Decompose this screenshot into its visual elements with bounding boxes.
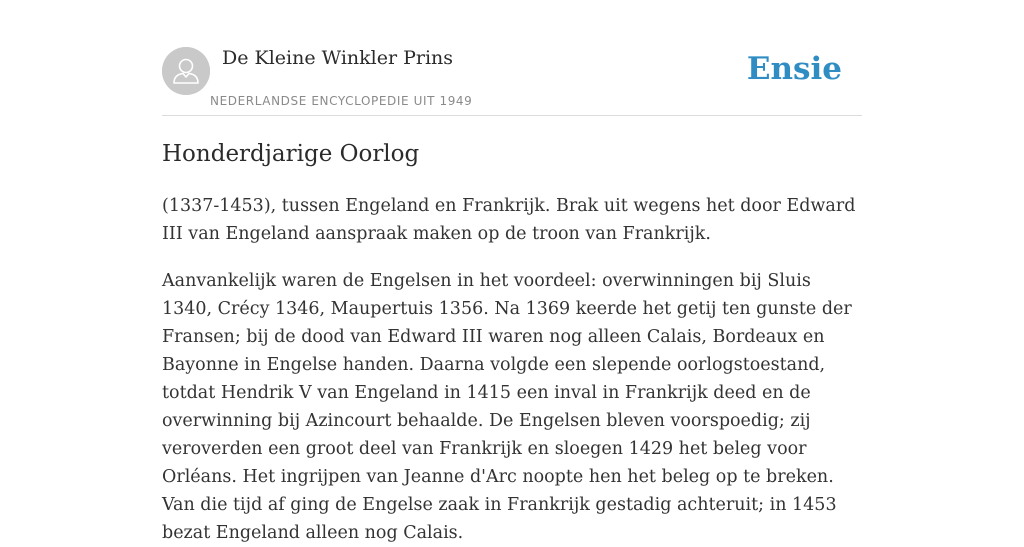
article-paragraph-2: Aanvankelijk waren de Engelsen in het voordeel: overwinningen bij Sluis 1340, Crécy 1346, Maupertuis 1356. Na 1369 keerde het getij ten gunste der Fransen; bij de dood van Edward III waren nog alleen Calais, Bordeaux en Bayonne in Engelse handen. Daarna volgde een slepende oorlogstoestand, totdat Hendrik V van Engeland in 1415 een inval in Frankrijk deed en de overwinning bij Azincourt behaalde. De Engelsen bleven voorspoedig; zij veroverden een groot deel van Frankrijk en sloegen 1429 het beleg voor Orléans. Het ingrijpen van Jeanne d'Arc noopte hen het beleg op te breken. Van die tijd af ging de Engelse zaak in Frankrijk gestadig achteruit; in 1453 bezat Engeland alleen nog Calais. — [162, 271, 852, 543]
avatar[interactable] — [162, 47, 210, 95]
user-icon — [162, 47, 210, 95]
article-title: Honderdjarige Oorlog — [162, 141, 420, 167]
source-title[interactable]: De Kleine Winkler Prins — [222, 47, 454, 69]
article-paragraph-1: (1337-1453), tussen Engeland en Frankrijk. Brak uit wegens het door Edward III van Engeland aanspraak maken op de troon van Frankrijk. — [162, 196, 856, 244]
source-subtitle: NEDERLANDSE ENCYCLOPEDIE UIT 1949 — [210, 94, 473, 108]
source-header — [162, 0, 862, 116]
brand-logo[interactable]: Ensie — [746, 51, 842, 87]
content-container — [162, 0, 862, 543]
